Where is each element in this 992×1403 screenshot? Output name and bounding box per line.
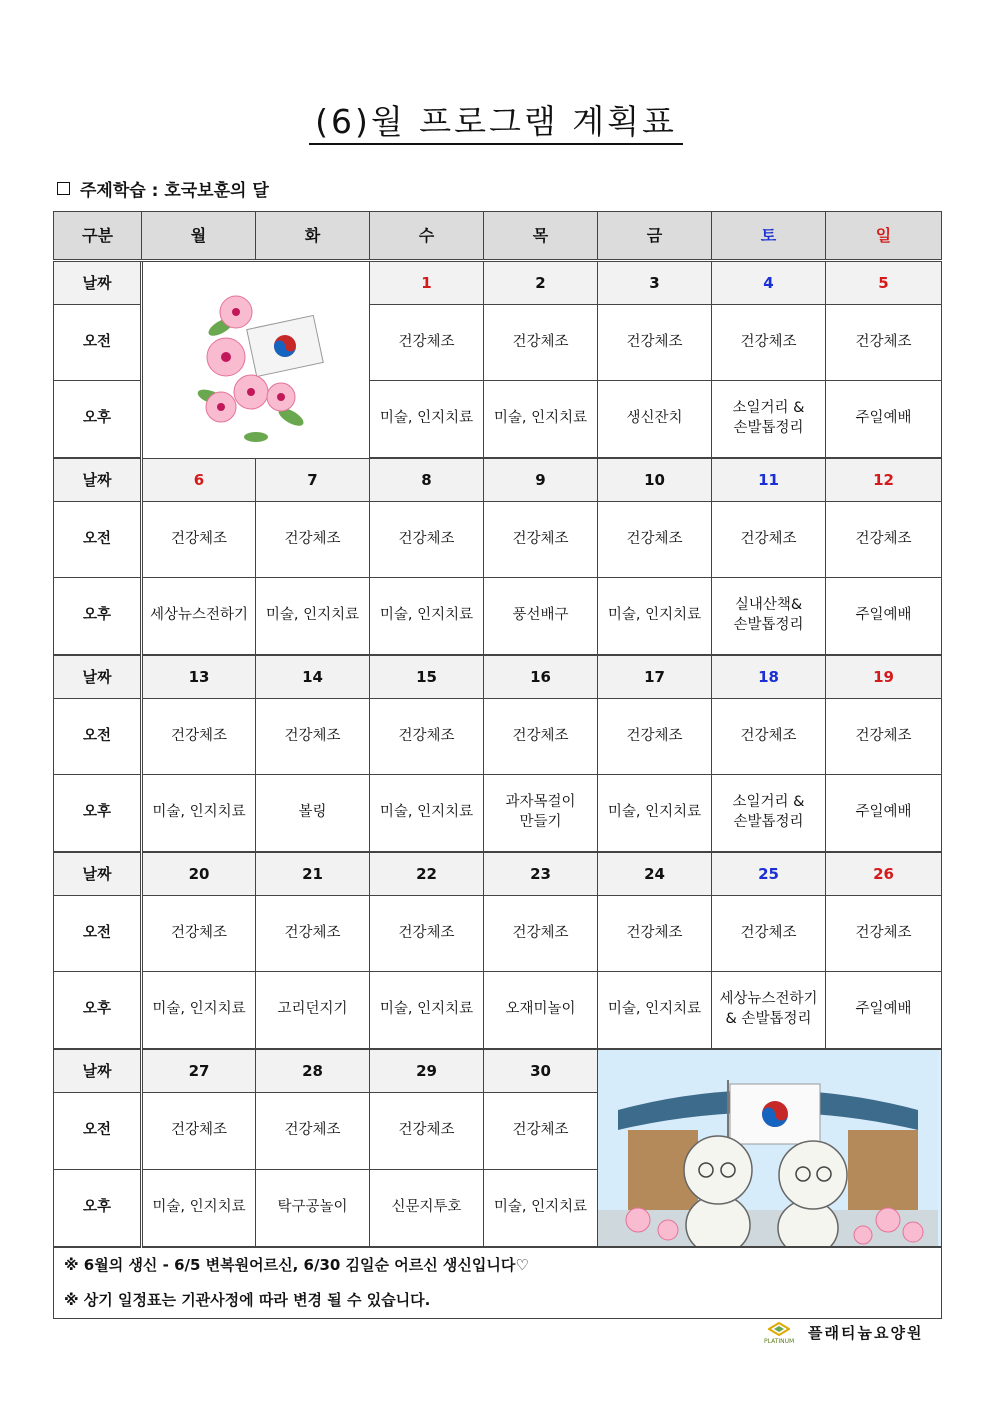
pm-activity: 소일거리 & 손발톱정리	[712, 775, 826, 853]
am-activity: 건강체조	[598, 502, 712, 578]
date-cell: 6	[142, 458, 256, 502]
pm-activity: 소일거리 & 손발톱정리	[712, 381, 826, 459]
pm-activity: 고리던지기	[256, 972, 370, 1050]
date-cell-sunday: 19	[826, 655, 942, 699]
am-activity: 건강체조	[598, 896, 712, 972]
am-activity: 건강체조	[826, 699, 942, 775]
am-activity: 건강체조	[826, 502, 942, 578]
row-label: 오후	[54, 775, 142, 853]
date-cell-saturday: 18	[712, 655, 826, 699]
date-cell: 24	[598, 852, 712, 896]
am-activity: 건강체조	[142, 1093, 256, 1169]
header-cell: 구분	[54, 212, 142, 261]
am-activity: 건강체조	[142, 502, 256, 578]
date-cell-sunday: 12	[826, 458, 942, 502]
row-label: 날짜	[54, 458, 142, 502]
row-label: 오후	[54, 578, 142, 656]
schedule-change-note: ※ 상기 일정표는 기관사정에 따라 변경 될 수 있습니다.	[64, 1291, 431, 1309]
am-activity: 건강체조	[826, 305, 942, 381]
pm-activity: 미술, 인지치료	[598, 972, 712, 1050]
pm-activity: 신문지투호	[370, 1169, 484, 1247]
row-label: 날짜	[54, 261, 142, 305]
date-cell-saturday: 11	[712, 458, 826, 502]
hibiscus-flag-icon	[181, 267, 331, 447]
pm-activity: 과자목걸이 만들기	[484, 775, 598, 853]
date-cell-saturday: 4	[712, 261, 826, 305]
am-activity: 건강체조	[256, 896, 370, 972]
pm-activity: 세상뉴스전하기 & 손발톱정리	[712, 972, 826, 1050]
date-cell: 14	[256, 655, 370, 699]
date-cell: 27	[142, 1049, 256, 1093]
diamond-logo-icon	[768, 1322, 790, 1336]
row-label: 오후	[54, 381, 142, 459]
row-label: 오전	[54, 896, 142, 972]
am-activity: 건강체조	[598, 305, 712, 381]
header-cell-saturday: 토	[712, 212, 826, 261]
row-label: 오전	[54, 699, 142, 775]
am-activity: 건강체조	[370, 699, 484, 775]
header-cell: 화	[256, 212, 370, 261]
pm-activity: 실내산책& 손발톱정리	[712, 578, 826, 656]
date-cell: 2	[484, 261, 598, 305]
am-activity: 건강체조	[712, 896, 826, 972]
pm-activity: 미술, 인지치료	[484, 1169, 598, 1247]
am-activity: 건강체조	[256, 1093, 370, 1169]
am-activity: 건강체조	[484, 502, 598, 578]
platinum-logo: PLATINUM	[764, 1322, 794, 1345]
pm-activity: 미술, 인지치료	[484, 381, 598, 459]
date-cell: 7	[256, 458, 370, 502]
row-label: 오전	[54, 502, 142, 578]
flower-flag-illustration	[142, 261, 370, 459]
am-activity: 건강체조	[826, 896, 942, 972]
am-activity: 건강체조	[370, 502, 484, 578]
row-label: 날짜	[54, 655, 142, 699]
row-label: 날짜	[54, 1049, 142, 1093]
pm-activity: 오재미놀이	[484, 972, 598, 1050]
date-cell: 8	[370, 458, 484, 502]
notes-cell	[54, 1247, 942, 1319]
pm-activity: 주일예배	[826, 381, 942, 459]
header-cell: 금	[598, 212, 712, 261]
checkbox-square-icon	[57, 182, 70, 195]
date-cell-sunday: 26	[826, 852, 942, 896]
date-cell: 10	[598, 458, 712, 502]
am-activity: 건강체조	[598, 699, 712, 775]
am-activity: 건강체조	[484, 305, 598, 381]
header-cell: 월	[142, 212, 256, 261]
header-cell: 수	[370, 212, 484, 261]
date-cell: 23	[484, 852, 598, 896]
date-cell: 29	[370, 1049, 484, 1093]
date-cell: 1	[370, 261, 484, 305]
am-activity: 건강체조	[370, 305, 484, 381]
subject-line: 주제학습 : 호국보훈의 달	[57, 176, 269, 201]
row-label: 오전	[54, 305, 142, 381]
date-cell: 30	[484, 1049, 598, 1093]
date-cell: 16	[484, 655, 598, 699]
elders-with-flag-icon	[598, 1050, 938, 1246]
am-activity: 건강체조	[142, 896, 256, 972]
date-cell: 22	[370, 852, 484, 896]
pm-activity: 미술, 인지치료	[142, 972, 256, 1050]
date-cell: 3	[598, 261, 712, 305]
date-cell: 13	[142, 655, 256, 699]
header-row	[54, 212, 942, 261]
date-cell-sunday: 5	[826, 261, 942, 305]
birthday-note: ※ 6월의 생신 - 6/5 변복원어르신, 6/30 김일순 어르신 생신입니다♡	[64, 1256, 529, 1274]
date-cell: 20	[142, 852, 256, 896]
pm-activity: 미술, 인지치료	[370, 578, 484, 656]
date-cell: 21	[256, 852, 370, 896]
am-activity: 건강체조	[370, 896, 484, 972]
am-activity: 건강체조	[256, 699, 370, 775]
row-label: 오후	[54, 972, 142, 1050]
footer-org: PLATINUM 플래티늄요양원	[764, 1324, 924, 1345]
header-cell: 목	[484, 212, 598, 261]
am-activity: 건강체조	[712, 305, 826, 381]
date-cell: 15	[370, 655, 484, 699]
pm-activity: 생신잔치	[598, 381, 712, 459]
date-cell: 9	[484, 458, 598, 502]
pm-activity: 풍선배구	[484, 578, 598, 656]
pm-activity: 미술, 인지치료	[370, 381, 484, 459]
pm-activity: 볼링	[256, 775, 370, 853]
pm-activity: 주일예배	[826, 972, 942, 1050]
header-cell-sunday: 일	[826, 212, 942, 261]
pm-activity: 탁구공놀이	[256, 1169, 370, 1247]
page-title: (6)월 프로그램 계획표	[0, 96, 992, 143]
row-label: 날짜	[54, 852, 142, 896]
am-activity: 건강체조	[712, 502, 826, 578]
row-label: 오후	[54, 1169, 142, 1247]
pm-activity: 주일예배	[826, 578, 942, 656]
pm-activity: 미술, 인지치료	[142, 775, 256, 853]
pm-activity: 주일예배	[826, 775, 942, 853]
pm-activity: 미술, 인지치료	[370, 972, 484, 1050]
am-activity: 건강체조	[142, 699, 256, 775]
am-activity: 건강체조	[484, 699, 598, 775]
am-activity: 건강체조	[712, 699, 826, 775]
veterans-flag-illustration	[598, 1049, 942, 1247]
row-label: 오전	[54, 1093, 142, 1169]
schedule-table	[53, 211, 942, 1319]
pm-activity: 미술, 인지치료	[598, 775, 712, 853]
am-activity: 건강체조	[256, 502, 370, 578]
pm-activity: 미술, 인지치료	[142, 1169, 256, 1247]
am-activity: 건강체조	[484, 896, 598, 972]
pm-activity: 세상뉴스전하기	[142, 578, 256, 656]
am-activity: 건강체조	[370, 1093, 484, 1169]
date-cell-saturday: 25	[712, 852, 826, 896]
pm-activity: 미술, 인지치료	[256, 578, 370, 656]
am-activity: 건강체조	[484, 1093, 598, 1169]
pm-activity: 미술, 인지치료	[598, 578, 712, 656]
pm-activity: 미술, 인지치료	[370, 775, 484, 853]
date-cell: 17	[598, 655, 712, 699]
date-cell: 28	[256, 1049, 370, 1093]
